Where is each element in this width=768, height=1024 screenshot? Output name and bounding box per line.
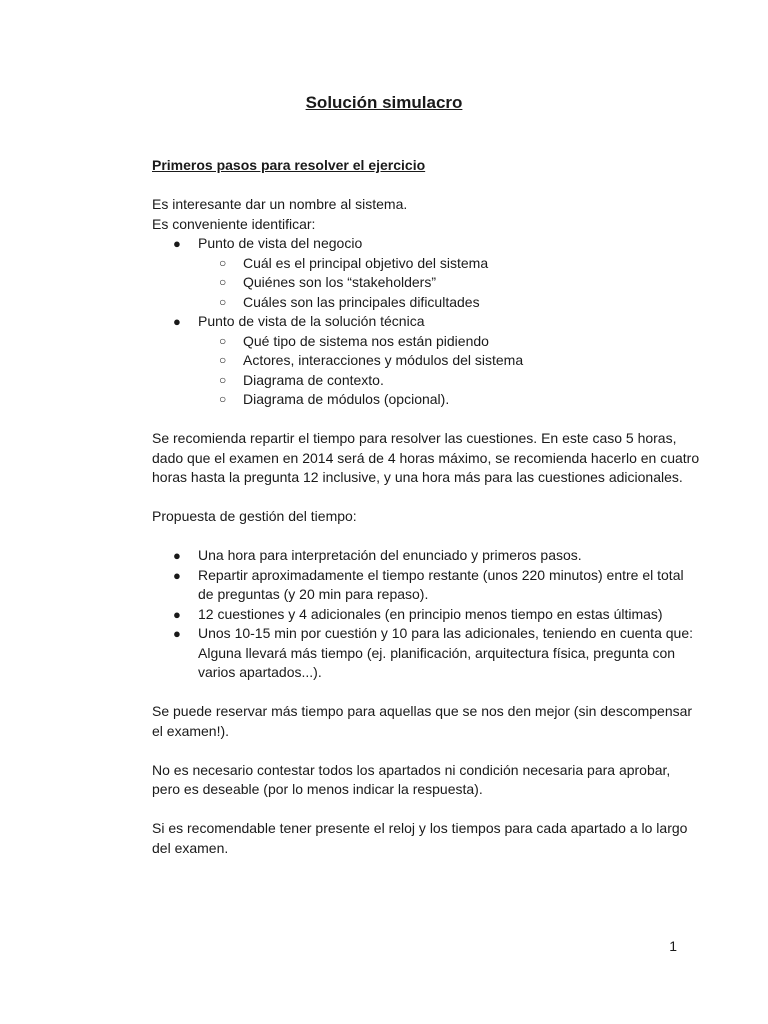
viewpoint-list bbox=[152, 234, 700, 410]
sublist-item-text: Diagrama de módulos (opcional). bbox=[243, 391, 450, 407]
list-item bbox=[198, 371, 700, 391]
list-item bbox=[198, 390, 700, 410]
bullet-filled-icon: ● bbox=[173, 567, 181, 583]
list-item bbox=[152, 605, 700, 625]
paragraph-necessary: No es necesario contestar todos los apartados ni condición necesaria para aprobar, pero es deseable (por lo menos indicar la respuesta). bbox=[152, 761, 671, 797]
document-body bbox=[152, 156, 700, 858]
paragraph-clock: Si es recomendable tener presente el reloj y los tiempos para cada apartado a lo largo del examen. bbox=[152, 820, 688, 856]
paragraph-time: Se recomienda repartir el tiempo para resolver las cuestiones. En este caso 5 horas, dado que el examen en 2014 será de 4 horas máximo, se recomienda hacerlo en cuatro horas hasta la pregunta 12 inclusive, y una hora más para las cuestiones adicionales. bbox=[152, 430, 700, 485]
spacer bbox=[152, 488, 700, 508]
bullet-filled-icon: ● bbox=[173, 314, 181, 329]
page-title: Solución simulacro bbox=[305, 93, 463, 112]
bullet-hollow-icon: ○ bbox=[219, 353, 227, 367]
bullet-filled-icon: ● bbox=[173, 626, 181, 641]
bullet-filled-icon: ● bbox=[173, 548, 181, 563]
list-item bbox=[198, 273, 700, 293]
section-heading: Primeros pasos para resolver el ejercicio bbox=[152, 157, 426, 173]
list-item bbox=[152, 566, 700, 605]
page-number: 1 bbox=[669, 938, 677, 954]
sublist-item-text: Actores, interacciones y módulos del sistema bbox=[243, 352, 524, 368]
list-item bbox=[198, 332, 700, 352]
list-item bbox=[198, 293, 700, 313]
sublist-item-text: Cuáles son las principales dificultades bbox=[243, 293, 480, 310]
proposal-item-text: Repartir aproximadamente el tiempo restante (unos 220 minutos) entre el total de preguntas (y 20 min para repaso). bbox=[198, 566, 684, 602]
spacer bbox=[152, 800, 700, 820]
viewpoint-sublist bbox=[198, 332, 700, 410]
sublist-item-text: Quiénes son los “stakeholders” bbox=[243, 274, 436, 290]
spacer bbox=[152, 741, 700, 761]
list-item bbox=[152, 312, 700, 410]
bullet-filled-icon: ● bbox=[173, 606, 181, 622]
bullet-filled-icon: ● bbox=[173, 236, 181, 251]
proposal-item-text: Unos 10-15 min por cuestión y 10 para las adicionales, teniendo en cuenta que: Alguna llevará más tiempo (ej. planificación, arquitectura física, pregunta con varios apartados...). bbox=[198, 625, 693, 680]
viewpoint-sublist bbox=[198, 254, 700, 313]
intro-line: Es conveniente identificar: bbox=[152, 215, 316, 232]
sublist-item-text: Cuál es el principal objetivo del sistema bbox=[243, 254, 489, 271]
bullet-hollow-icon: ○ bbox=[219, 294, 227, 309]
spacer bbox=[152, 527, 700, 547]
viewpoint-label: Punto de vista del negocio bbox=[198, 235, 363, 251]
bullet-hollow-icon: ○ bbox=[219, 392, 227, 406]
spacer bbox=[152, 683, 700, 703]
list-item bbox=[198, 351, 700, 371]
proposal-item-text: 12 cuestiones y 4 adicionales (en principio menos tiempo en estas últimas) bbox=[198, 605, 663, 622]
list-item bbox=[198, 254, 700, 274]
sublist-item-text: Diagrama de contexto. bbox=[243, 371, 384, 388]
viewpoint-label: Punto de vista de la solución técnica bbox=[198, 313, 425, 329]
paragraph-reserve: Se puede reservar más tiempo para aquellas que se nos den mejor (sin descompensar el examen!). bbox=[152, 703, 693, 739]
bullet-hollow-icon: ○ bbox=[219, 255, 227, 270]
intro-line: Es interesante dar un nombre al sistema. bbox=[152, 196, 408, 212]
proposal-list bbox=[152, 546, 700, 683]
list-item bbox=[152, 546, 700, 566]
list-item bbox=[152, 234, 700, 312]
list-item bbox=[152, 624, 700, 683]
proposal-heading: Propuesta de gestión del tiempo: bbox=[152, 508, 357, 524]
spacer bbox=[152, 410, 700, 430]
sublist-item-text: Qué tipo de sistema nos están pidiendo bbox=[243, 332, 489, 349]
proposal-item-text: Una hora para interpretación del enunciado y primeros pasos. bbox=[198, 547, 582, 563]
bullet-hollow-icon: ○ bbox=[219, 275, 227, 289]
bullet-hollow-icon: ○ bbox=[219, 372, 227, 387]
bullet-hollow-icon: ○ bbox=[219, 333, 227, 348]
